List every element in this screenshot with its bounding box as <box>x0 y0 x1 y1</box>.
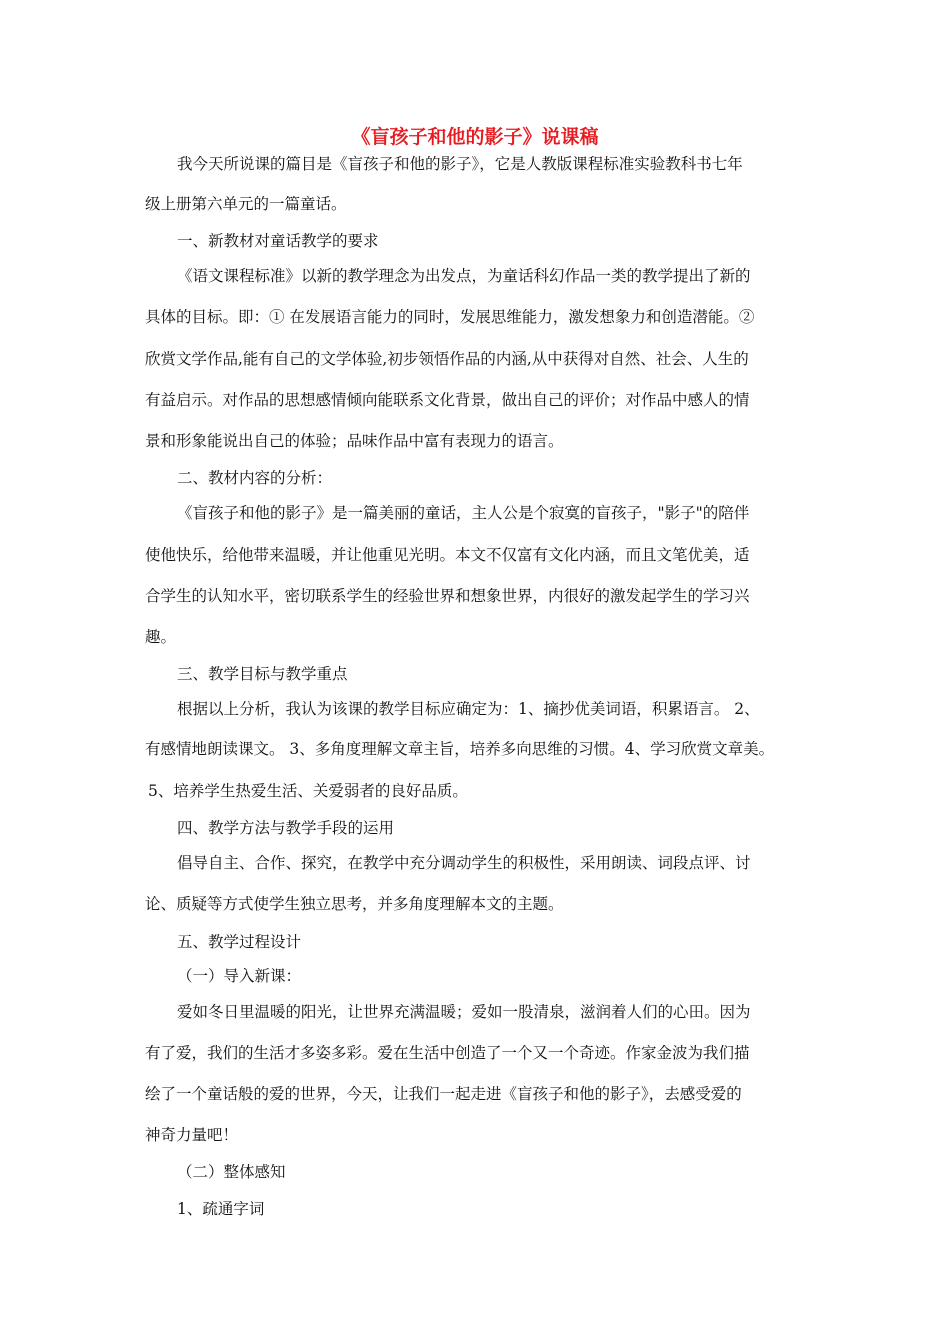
text-line: 论、质疑等方式使学生独立思考，并多角度理解本文的主题。 <box>145 895 564 913</box>
subsection-heading: （二）整体感知 <box>177 1163 286 1181</box>
text-line: 欣赏文学作品,能有自己的文学体验,初步领悟作品的内涵,从中获得对自然、社会、人生的 <box>145 350 749 368</box>
text-line: 级上册第六单元的一篇童话。 <box>145 195 347 213</box>
text-line: 《盲孩子和他的影子》是一篇美丽的童话，主人公是个寂寞的盲孩子，"影子"的陪伴 <box>177 504 750 522</box>
subsection-heading: （一）导入新课： <box>177 967 302 985</box>
text-line: 神奇力量吧！ <box>145 1126 239 1144</box>
text-line: 有感情地朗读课文。 3、多角度理解文章主旨，培养多向思维的习惯。4、学习欣赏文章美。 <box>145 740 775 758</box>
section-heading: 五、教学过程设计 <box>177 933 302 951</box>
text-line: 倡导自主、合作、探究，在教学中充分调动学生的积极性，采用朗读、词段点评、讨 <box>177 854 751 872</box>
text-line: 景和形象能说出自己的体验；品味作品中富有表现力的语言。 <box>145 432 564 450</box>
text-line: 《语文课程标准》以新的教学理念为出发点，为童话科幻作品一类的教学提出了新的 <box>177 267 751 285</box>
text-line: 5、培养学生热爱生活、关爱弱者的良好品质。 <box>148 782 468 800</box>
text-line: 趣。 <box>145 628 177 646</box>
section-heading: 二、教材内容的分析： <box>177 469 333 487</box>
text-line: 有了爱，我们的生活才多姿多彩。爱在生活中创造了一个又一个奇迹。作家金波为我们描 <box>145 1044 750 1062</box>
document-title: 《盲孩子和他的影子》说课稿 <box>351 126 599 148</box>
text-line: 我今天所说课的篇目是《盲孩子和他的影子》，它是人教版课程标准实验教科书七年 <box>177 155 743 173</box>
text-line: 有益启示。对作品的思想感情倾向能联系文化背景，做出自己的评价；对作品中感人的情 <box>145 391 750 409</box>
text-line: 使他快乐，给他带来温暖，并让他重见光明。本文不仅富有文化内涵，而且文笔优美，适 <box>145 546 750 564</box>
text-line: 具体的目标。即：① 在发展语言能力的同时，发展思维能力，激发想象力和创造潜能。② <box>145 308 755 326</box>
text-line: 爱如冬日里温暖的阳光，让世界充满温暖；爱如一股清泉，滋润着人们的心田。因为 <box>177 1003 751 1021</box>
section-heading: 三、教学目标与教学重点 <box>177 665 348 683</box>
text-line: 根据以上分析，我认为该课的教学目标应确定为：1、摘抄优美词语，积累语言。 2、 <box>177 700 760 718</box>
text-line: 合学生的认知水平，密切联系学生的经验世界和想象世界，内很好的激发起学生的学习兴 <box>145 587 750 605</box>
section-heading: 四、教学方法与教学手段的运用 <box>177 819 395 837</box>
section-heading: 一、新教材对童话教学的要求 <box>177 232 379 250</box>
text-line: 1、疏通字词 <box>177 1200 265 1218</box>
text-line: 绘了一个童话般的爱的世界，今天，让我们一起走进《盲孩子和他的影子》，去感受爱的 <box>145 1085 742 1103</box>
